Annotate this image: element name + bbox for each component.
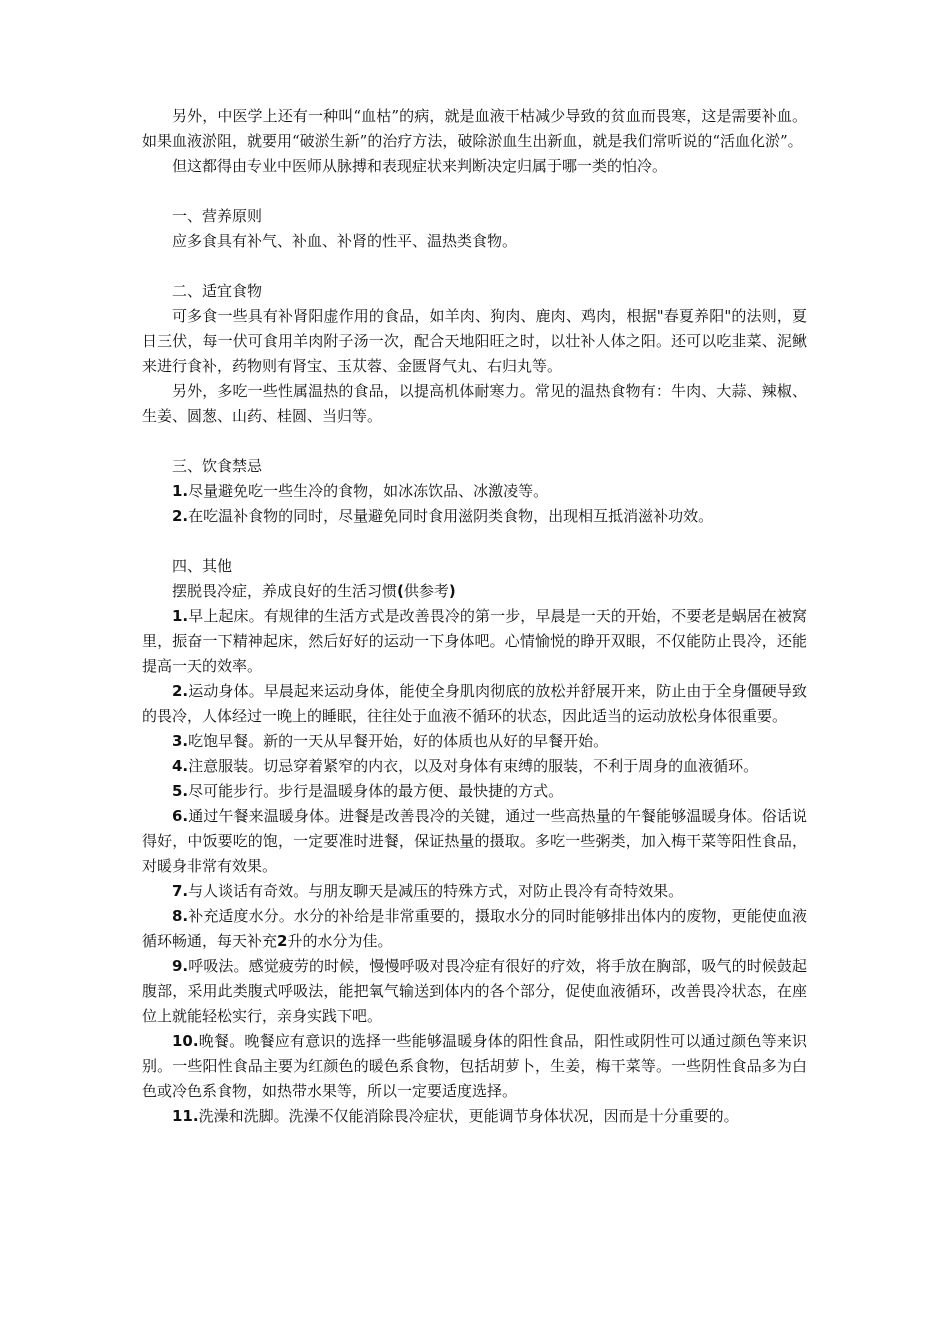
- list-item: [142, 1104, 807, 1129]
- item-number: 11.: [172, 1107, 199, 1125]
- list-item: [142, 504, 807, 529]
- item-text: 吃饱早餐。新的一天从早餐开始，好的体质也从好的早餐开始。: [188, 732, 609, 750]
- list-item: [142, 604, 807, 679]
- document-page: [142, 104, 807, 1129]
- list-item: [142, 479, 807, 504]
- item-text: 尽可能步行。步行是温暖身体的最方便、最快捷的方式。: [188, 782, 564, 800]
- item-text: 补充适度水分。水分的补给是非常重要的，摄取水分的同时能够排出体内的废物，更能使血液循环畅通，每天补充: [142, 907, 807, 950]
- intro-paragraph: 另外，中医学上还有一种叫“血枯”的病，就是血液干枯减少导致的贫血而畏寒，这是需要补血。如果血液淤阻，就要用“破淤生新”的治疗方法，破除淤血生出新血，就是我们常听说的“活血化淤”。: [142, 107, 807, 150]
- item-text: 呼吸法。感觉疲劳的时候，慢慢呼吸对畏冷症有很好的疗效，将手放在胸部，吸气的时候鼓起腹部，采用此类腹式呼吸法，能把氧气输送到体内的各个部分，促使血液循环，改善畏冷状态，在座位上就能轻松实行，亲身实践下吧。: [142, 957, 807, 1025]
- item-text: 注意服装。切忌穿着紧窄的内衣，以及对身体有束缚的服装，不利于周身的血液循环。: [188, 757, 759, 775]
- section-text: 另外，多吃一些性属温热的食品，以提高机体耐寒力。常见的温热食物有：牛肉、大蒜、辣椒、生姜、圆葱、山药、桂圆、当归等。: [142, 382, 807, 425]
- spacer: [142, 429, 807, 454]
- item-number: 3.: [172, 732, 189, 750]
- item-text: 运动身体。早晨起来运动身体，能使全身肌肉彻底的放松并舒展开来，防止由于全身僵硬导致的畏冷，人体经过一晚上的睡眠，往往处于血液不循环的状态，因此适当的运动放松身体很重要。: [142, 682, 807, 725]
- section-text: 可多食一些具有补肾阳虚作用的食品，如羊肉、狗肉、鹿肉、鸡肉，根据"春夏养阳"的法则，夏日三伏，每一伏可食用羊肉附子汤一次，配合天地阳旺之时，以壮补人体之阳。还可以吃韭菜、泥鳅来进行食补，药物则有肾宝、玉苁蓉、金匮肾气丸、右归丸等。: [142, 307, 807, 375]
- list-item: [142, 754, 807, 779]
- list-item: [142, 804, 807, 879]
- item-number: 6.: [172, 807, 189, 825]
- spacer: [142, 179, 807, 204]
- intro-paragraph: 但这都得由专业中医师从脉搏和表现症状来判断决定归属于哪一类的怕冷。: [172, 157, 668, 175]
- list-item: [142, 679, 807, 729]
- section-heading: 四、其他: [172, 557, 233, 575]
- section-heading: 一、营养原则: [172, 207, 263, 225]
- item-number: 8.: [172, 907, 189, 925]
- list-item: [142, 1029, 807, 1104]
- item-text: 早上起床。有规律的生活方式是改善畏冷的第一步，早晨是一天的开始，不要老是蜗居在被窝里，振奋一下精神起床，然后好好的运动一下身体吧。心情愉悦的睁开双眼，不仅能防止畏冷，还能提高一天的效率。: [142, 607, 807, 675]
- item-number: 7.: [172, 882, 189, 900]
- item-number: 1.: [172, 607, 189, 625]
- section-heading: 三、饮食禁忌: [172, 457, 263, 475]
- subtitle-paren: ): [448, 582, 456, 600]
- item-text: 尽量避免吃一些生冷的食物，如冰冻饮品、冰激凌等。: [188, 482, 549, 500]
- item-text: 洗澡和洗脚。洗澡不仅能消除畏冷症状，更能调节身体状况，因而是十分重要的。: [198, 1107, 739, 1125]
- item-number: 1.: [172, 482, 189, 500]
- item-bold-value: 2: [277, 932, 288, 950]
- subtitle-text: 摆脱畏冷症，养成良好的生活习惯: [172, 582, 398, 600]
- list-item: [142, 779, 807, 804]
- item-number: 5.: [172, 782, 189, 800]
- item-text: 在吃温补食物的同时，尽量避免同时食用滋阴类食物，出现相互抵消滋补功效。: [188, 507, 714, 525]
- item-number: 9.: [172, 957, 189, 975]
- list-item: [142, 729, 807, 754]
- item-number: 10.: [172, 1032, 199, 1050]
- section-heading: 二、适宜食物: [172, 282, 263, 300]
- list-item: [142, 954, 807, 1029]
- item-text: 晚餐。晚餐应有意识的选择一些能够温暖身体的阳性食品，阳性或阴性可以通过颜色等来识别。一些阳性食品主要为红颜色的暖色系食物，包括胡萝卜，生姜，梅干菜等。一些阴性食品多为白色或冷色系食物，如热带水果等，所以一定要适度选择。: [142, 1032, 807, 1100]
- item-number: 2.: [172, 507, 189, 525]
- list-item: [142, 904, 807, 954]
- item-text: 升的水分为佳。: [287, 932, 393, 950]
- item-text: 与人谈话有奇效。与朋友聊天是减压的特殊方式，对防止畏冷有奇特效果。: [188, 882, 684, 900]
- section-subtitle: [142, 579, 807, 604]
- item-text: 通过午餐来温暖身体。进餐是改善畏冷的关键，通过一些高热量的午餐能够温暖身体。俗话说得好，中饭要吃的饱，一定要准时进餐，保证热量的摄取。多吃一些粥类，加入梅干菜等阳性食品，对暖身非常有效果。: [142, 807, 807, 875]
- item-number: 2.: [172, 682, 189, 700]
- item-number: 4.: [172, 757, 189, 775]
- subtitle-paren: (: [397, 582, 404, 600]
- list-item: [142, 879, 807, 904]
- spacer: [142, 254, 807, 279]
- spacer: [142, 529, 807, 554]
- section-text: 应多食具有补气、补血、补肾的性平、温热类食物。: [172, 232, 518, 250]
- subtitle-note: 供参考: [403, 582, 449, 600]
